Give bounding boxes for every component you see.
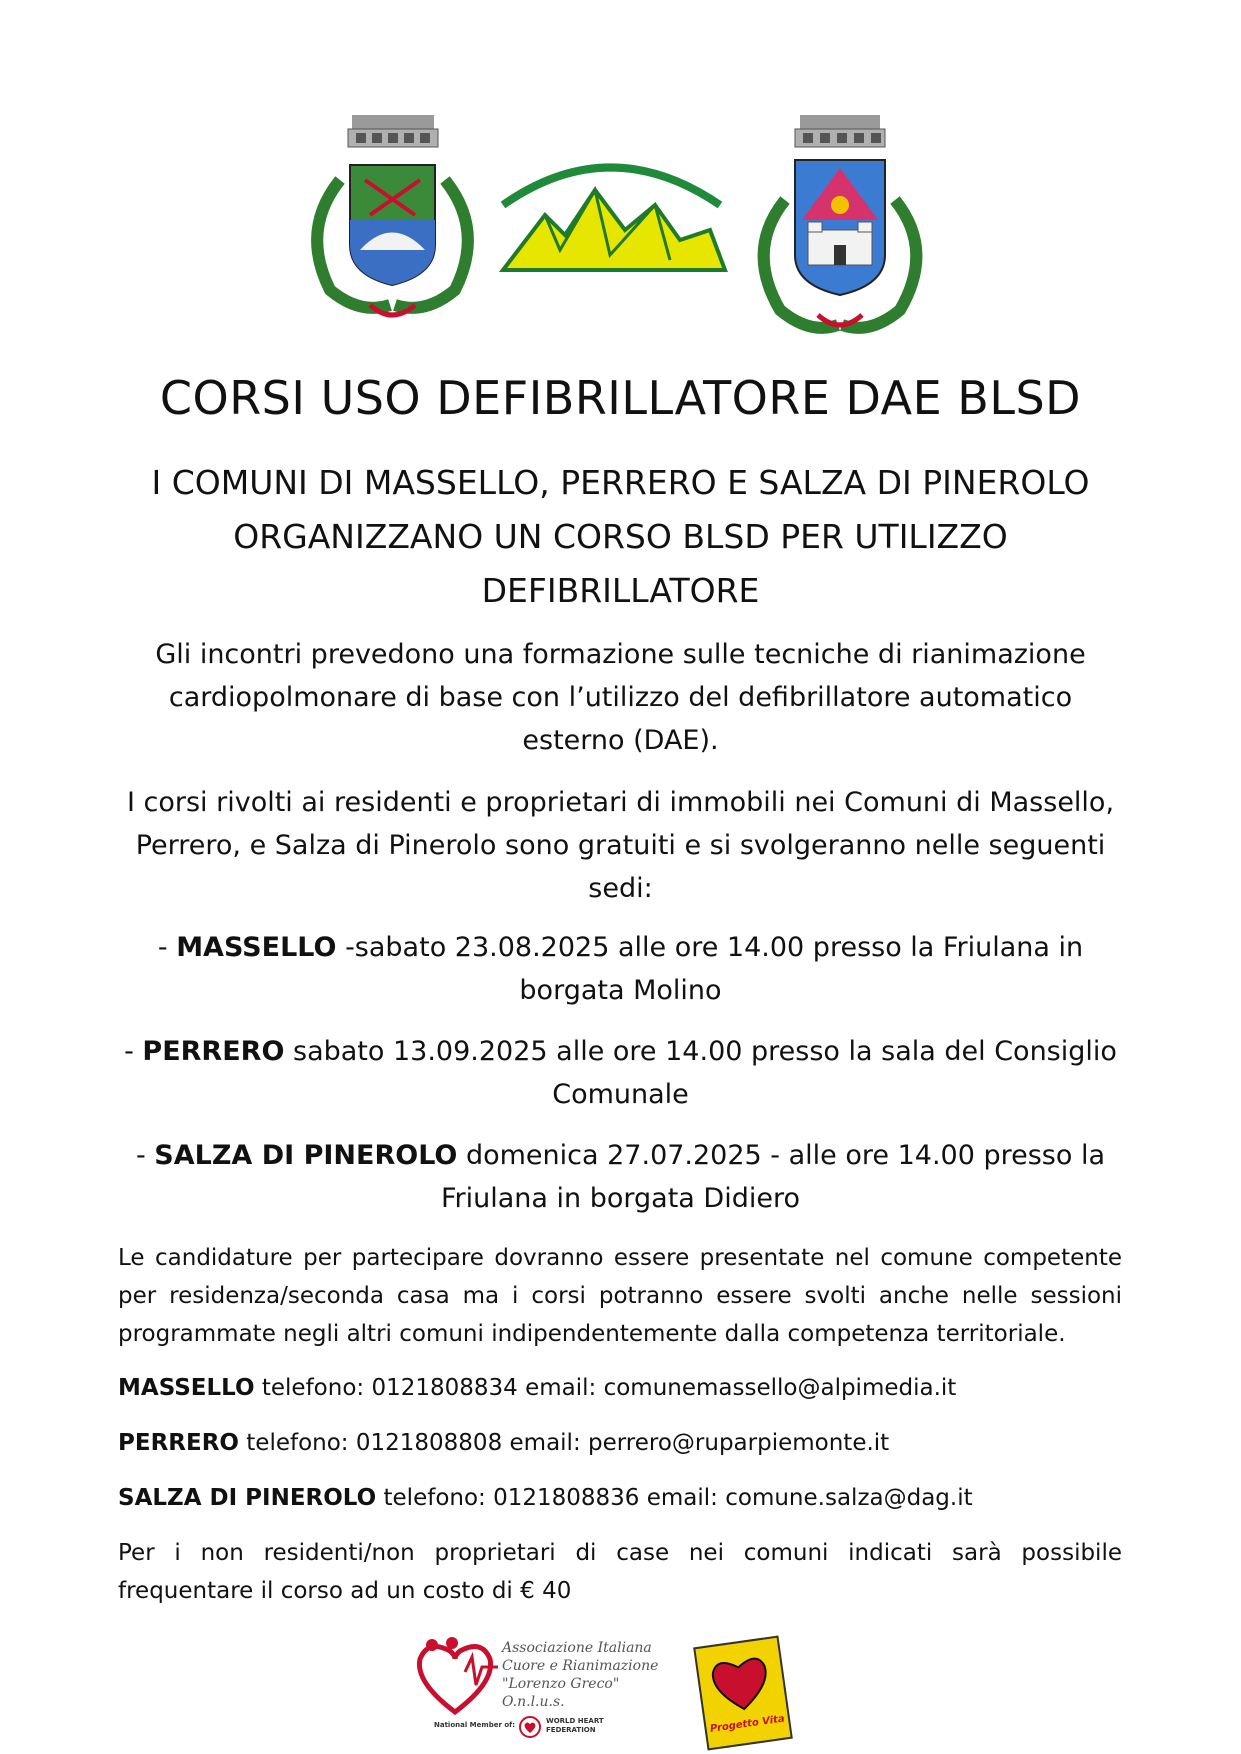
contact-line: PERRERO telefono: 0121808808 email: perrero@ruparpiemonte.it bbox=[118, 1430, 890, 1456]
contact-line: MASSELLO telefono: 0121808834 email: comunemassello@alpimedia.it bbox=[118, 1375, 957, 1401]
red-heart-icon bbox=[705, 1649, 777, 1717]
contact-place: SALZA DI PINEROLO bbox=[118, 1485, 377, 1511]
session-place: MASSELLO bbox=[176, 932, 337, 963]
session-item: - MASSELLO -sabato 23.08.2025 alle ore 14.00 presso la Friulana in borgata Molino bbox=[157, 932, 1084, 1006]
subtitle: I COMUNI DI MASSELLO, PERRERO E SALZA DI PINEROLO ORGANIZZANO UN CORSO BLSD PER UTILIZZO DEFIBRILLATORE bbox=[151, 463, 1090, 610]
header-logos bbox=[300, 110, 940, 340]
massello-coat-of-arms bbox=[300, 110, 485, 325]
session-item: - SALZA DI PINEROLO domenica 27.07.2025 - alle ore 14.00 presso la Friulana in borgata Didiero bbox=[135, 1140, 1106, 1214]
salza-coat-of-arms bbox=[740, 110, 940, 340]
session-place: PERRERO bbox=[142, 1036, 285, 1067]
contact-place: PERRERO bbox=[118, 1430, 239, 1456]
contact-place: MASSELLO bbox=[118, 1375, 255, 1401]
mountains-logo bbox=[485, 110, 740, 335]
courses-paragraph: I corsi rivolti ai residenti e proprietari di immobili nei Comuni di Massello, Perrero, e Salza di Pinerolo sono gratuiti e si svolgeranno nelle seguenti sedi: bbox=[126, 787, 1115, 904]
world-heart-icon bbox=[518, 1715, 542, 1739]
progetto-vita-logo: Progetto Vita bbox=[693, 1636, 793, 1751]
applications-paragraph: Le candidature per partecipare dovranno essere presentate nel comune competente per residenza/seconda casa ma i corsi potranno essere svolti anche nelle sessioni programmate negli altri comuni indipendentemente dalla competenza territoriale. bbox=[118, 1245, 1122, 1347]
non-residents-paragraph: Per i non residenti/non proprietari di case nei comuni indicati sarà possibile frequentare il corso ad un costo di € 40 bbox=[118, 1540, 1122, 1604]
session-item: - PERRERO sabato 13.09.2025 alle ore 14.00 presso la sala del Consiglio Comunale bbox=[124, 1036, 1117, 1110]
heart-icon bbox=[410, 1637, 500, 1717]
intro-paragraph: Gli incontri prevedono una formazione sulle tecniche di rianimazione cardiopolmonare di base con l’utilizzo del defibrillatore automatico esterno (DAE). bbox=[155, 639, 1086, 756]
footer-logos bbox=[410, 1635, 830, 1747]
aic-logo: Associazione Italiana Cuore e Rianimazione "Lorenzo Greco" O.n.l.u.s. National Member of: WORLD HEART FEDERATION bbox=[410, 1635, 660, 1745]
session-place: SALZA DI PINEROLO bbox=[154, 1140, 458, 1171]
contact-line: SALZA DI PINEROLO telefono: 0121808836 email: comune.salza@dag.it bbox=[118, 1485, 973, 1511]
page-title: CORSI USO DEFIBRILLATORE DAE BLSD bbox=[159, 371, 1082, 425]
